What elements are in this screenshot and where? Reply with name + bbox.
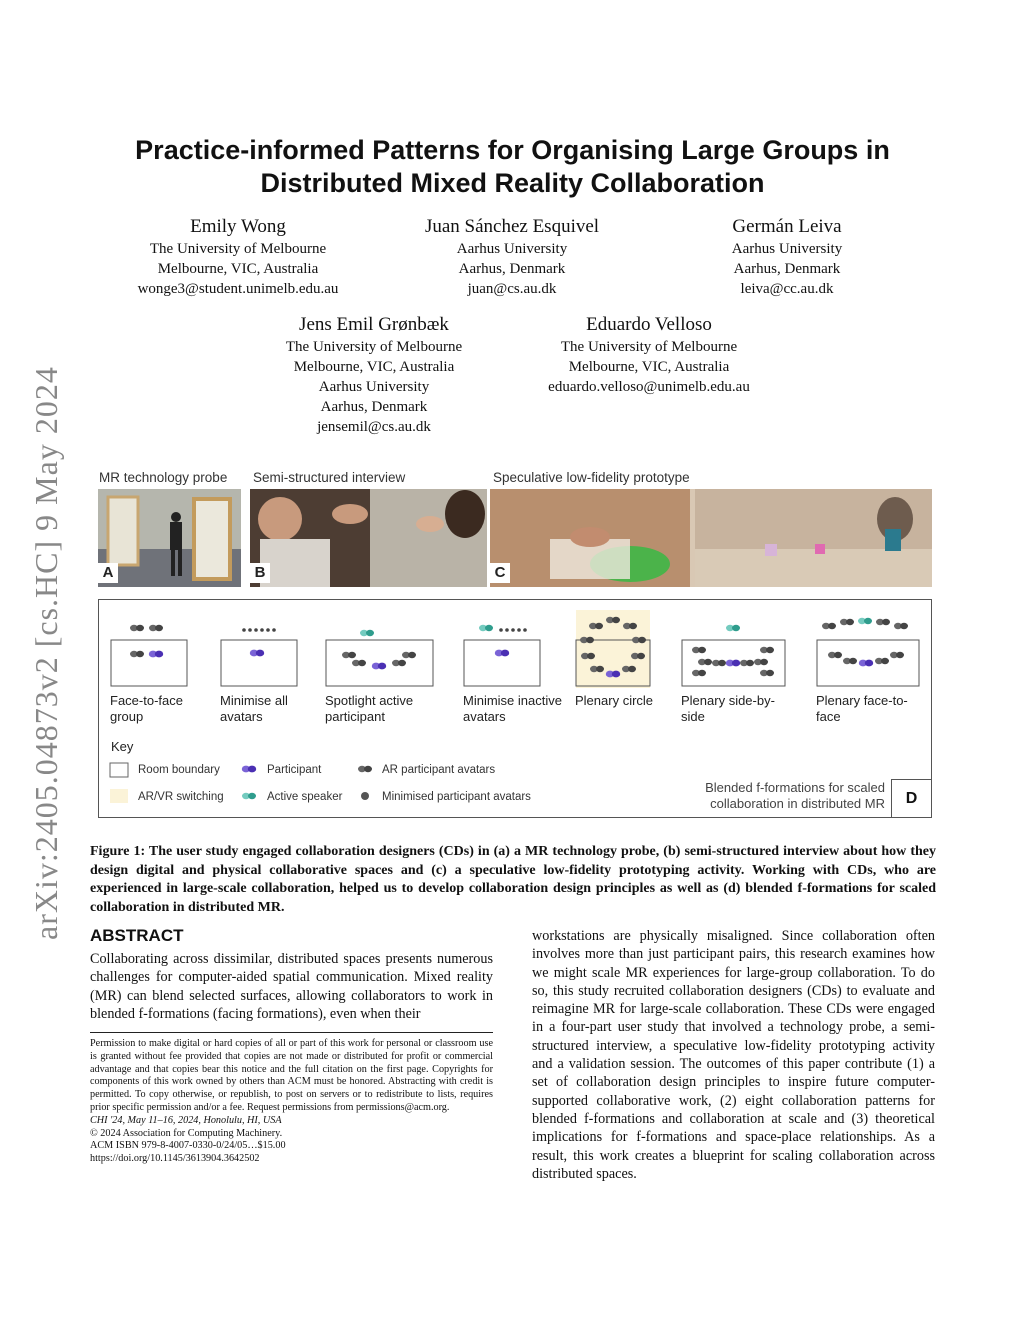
photo-a-image [98,489,241,587]
photo-letter-a: A [98,563,118,583]
formation-minimise-all [221,628,297,686]
author-affiliation: The University of Melbourne [560,339,738,355]
photo-label-prototype: Speculative low-fidelity prototype [493,470,690,485]
author-email[interactable]: leiva@cc.au.dk [740,281,834,297]
formations-panel [98,599,932,818]
footnote-rule [90,1032,493,1033]
formation-label: Plenary face-to-face [816,693,908,724]
author-affiliation: Aarhus University [318,379,430,395]
formation-plenary-face-to-face [817,618,919,686]
formation-label: Minimise all avatars [220,693,288,724]
key-switching: AR/VR switching [138,791,224,803]
figure-caption: Figure 1: The user study engaged collaboration designers (CDs) in (a) a MR technology probe, (b) semi-structured interview about how they design digital and physical collaborative spaces and (c) a speculative low-fidelity prototyping activity. Working with CDs, who are experienced in large-scale collaboration, helped us to develop collaboration design principles as well as (d) blended f-formations for scaled collaboration in distributed MR. [90,844,936,915]
permission-text: Permission to make digital or hard copies of all or part of this work for personal or classroom use is granted without fee provided that copies are not made or distributed for profit or commercial advantage and that copies bear this notice and the full citation on the first page. Copyrights for components of this work owned by others than ACM must be honored. Abstracting with credit is permitted. To copy otherwise, or republish, to post on servers or to redistribute to lists, requires prior specific permission and/or a fee. Request permissions from permissions@acm.org. [90,1038,493,1113]
author-location: Melbourne, VIC, Australia [568,359,730,375]
avatar-icon [358,766,372,772]
photo-c [490,489,932,587]
author-block [657,216,917,299]
author-affiliation: The University of Melbourne [149,241,327,257]
key-ar-avatars: AR participant avatars [382,764,496,776]
author-email[interactable]: wonge3@student.unimelb.edu.au [137,281,339,297]
room-boundary-icon [110,763,128,777]
doi-link[interactable]: https://doi.org/10.1145/3613904.3642502 [90,1153,260,1165]
author-location: Aarhus, Denmark [733,261,841,277]
photo-label-probe: MR technology probe [99,470,228,485]
figure-1 [98,468,934,820]
author-location: Aarhus, Denmark [320,399,428,415]
speaker-icon [242,793,256,799]
formation-minimise-inactive [464,625,540,686]
formation-label: Spotlight active participant [325,693,414,724]
author-name: Eduardo Velloso [586,314,712,335]
key-minimised: Minimised participant avatars [382,791,531,803]
author-affiliation: The University of Melbourne [285,339,463,355]
abstract-right-column: workstations are physically misaligned. Since collaboration often involves more than just participant pairs, this research examines how we might scale MR experiences for large-group collaboration. To do so, this study recruited collaboration designers (CDs) to evaluate and reimagine MR for large-scale collaboration. These CDs were engaged in a four-part user study that involved a technology probe, a semi-structured interview, a speculative low-fidelity prototyping activity and a validation session. The outcomes of this paper contribute (1) a set of collaboration design principles to inspire future computer-supported collaborative work, (2) eight collaboration patterns for blended f-formations and collaboration at scale and (3) theoretical implications for f-formations and space-place relationships. As a result, this work creates a blueprint for scaling collaboration across distributed spaces. [532,928,935,1182]
author-email[interactable]: eduardo.velloso@unimelb.edu.au [548,379,750,395]
formation-spotlight [326,630,433,686]
photo-c-image [490,489,932,587]
formation-label: Plenary side-by-side [681,693,775,724]
switching-icon [110,789,128,803]
photo-b-image [250,489,487,587]
photo-b [250,489,487,587]
author-name: Jens Emil Grønbæk [299,314,449,335]
formation-label: Minimise inactive avatars [463,693,562,724]
author-block [519,314,779,397]
abstract-left-column: Collaborating across dissimilar, distributed spaces presents numerous challenges for computer-aided spatial communication. Mixed reality (MR) can blend selected surfaces, allowing collaborators to work in blended f-formations (facing formations), even when their [90,951,493,1022]
author-email[interactable]: jensemil@cs.au.dk [317,419,431,435]
author-name: Emily Wong [190,216,286,237]
author-name: Germán Leiva [732,216,842,237]
arxiv-watermark: arXiv:2405.04873v2 [cs.HC] 9 May 2024 [28,366,64,940]
formation-plenary-side-by-side [682,625,785,686]
author-affiliation: Aarhus University [456,241,568,257]
photo-letter-c: C [490,563,510,583]
permission-notice [90,1038,493,1166]
photo-a [98,489,241,587]
photo-label-interview: Semi-structured interview [253,470,406,485]
key-active-speaker: Active speaker [267,791,343,803]
copyright: © 2024 Association for Computing Machinery. [90,1127,283,1139]
isbn: ACM ISBN 979-8-4007-0330-0/24/05…$15.00 [90,1140,286,1152]
author-email[interactable]: juan@cs.au.dk [467,281,557,297]
author-block [382,216,642,299]
paper-title: Practice-informed Patterns for Organising Large Groups in Distributed Mixed Reality Collaboration [135,135,890,198]
key-participant: Participant [267,764,322,776]
participant-icon [242,766,256,773]
formation-label: Face-to-face group [110,693,183,724]
photo-letter-b: B [250,563,270,583]
panel-caption: Blended f-formations for scaled collaboration in distributed MR [705,780,885,811]
formation-plenary-circle [576,610,650,688]
author-location: Melbourne, VIC, Australia [157,261,319,277]
key-title: Key [111,739,134,754]
minimised-avatar-icon [361,792,369,800]
abstract-heading: ABSTRACT [90,926,184,945]
author-name: Juan Sánchez Esquivel [424,216,600,237]
panel-letter-d: D [891,779,931,817]
author-location: Melbourne, VIC, Australia [293,359,455,375]
author-block [108,216,368,299]
author-block [244,314,504,437]
conference-info: CHI '24, May 11–16, 2024, Honolulu, HI, USA [90,1114,282,1126]
formation-face-to-face [111,625,187,686]
key-room-boundary: Room boundary [138,764,220,776]
formation-label: Plenary circle [575,693,654,708]
author-affiliation: Aarhus University [731,241,843,257]
author-location: Aarhus, Denmark [458,261,566,277]
